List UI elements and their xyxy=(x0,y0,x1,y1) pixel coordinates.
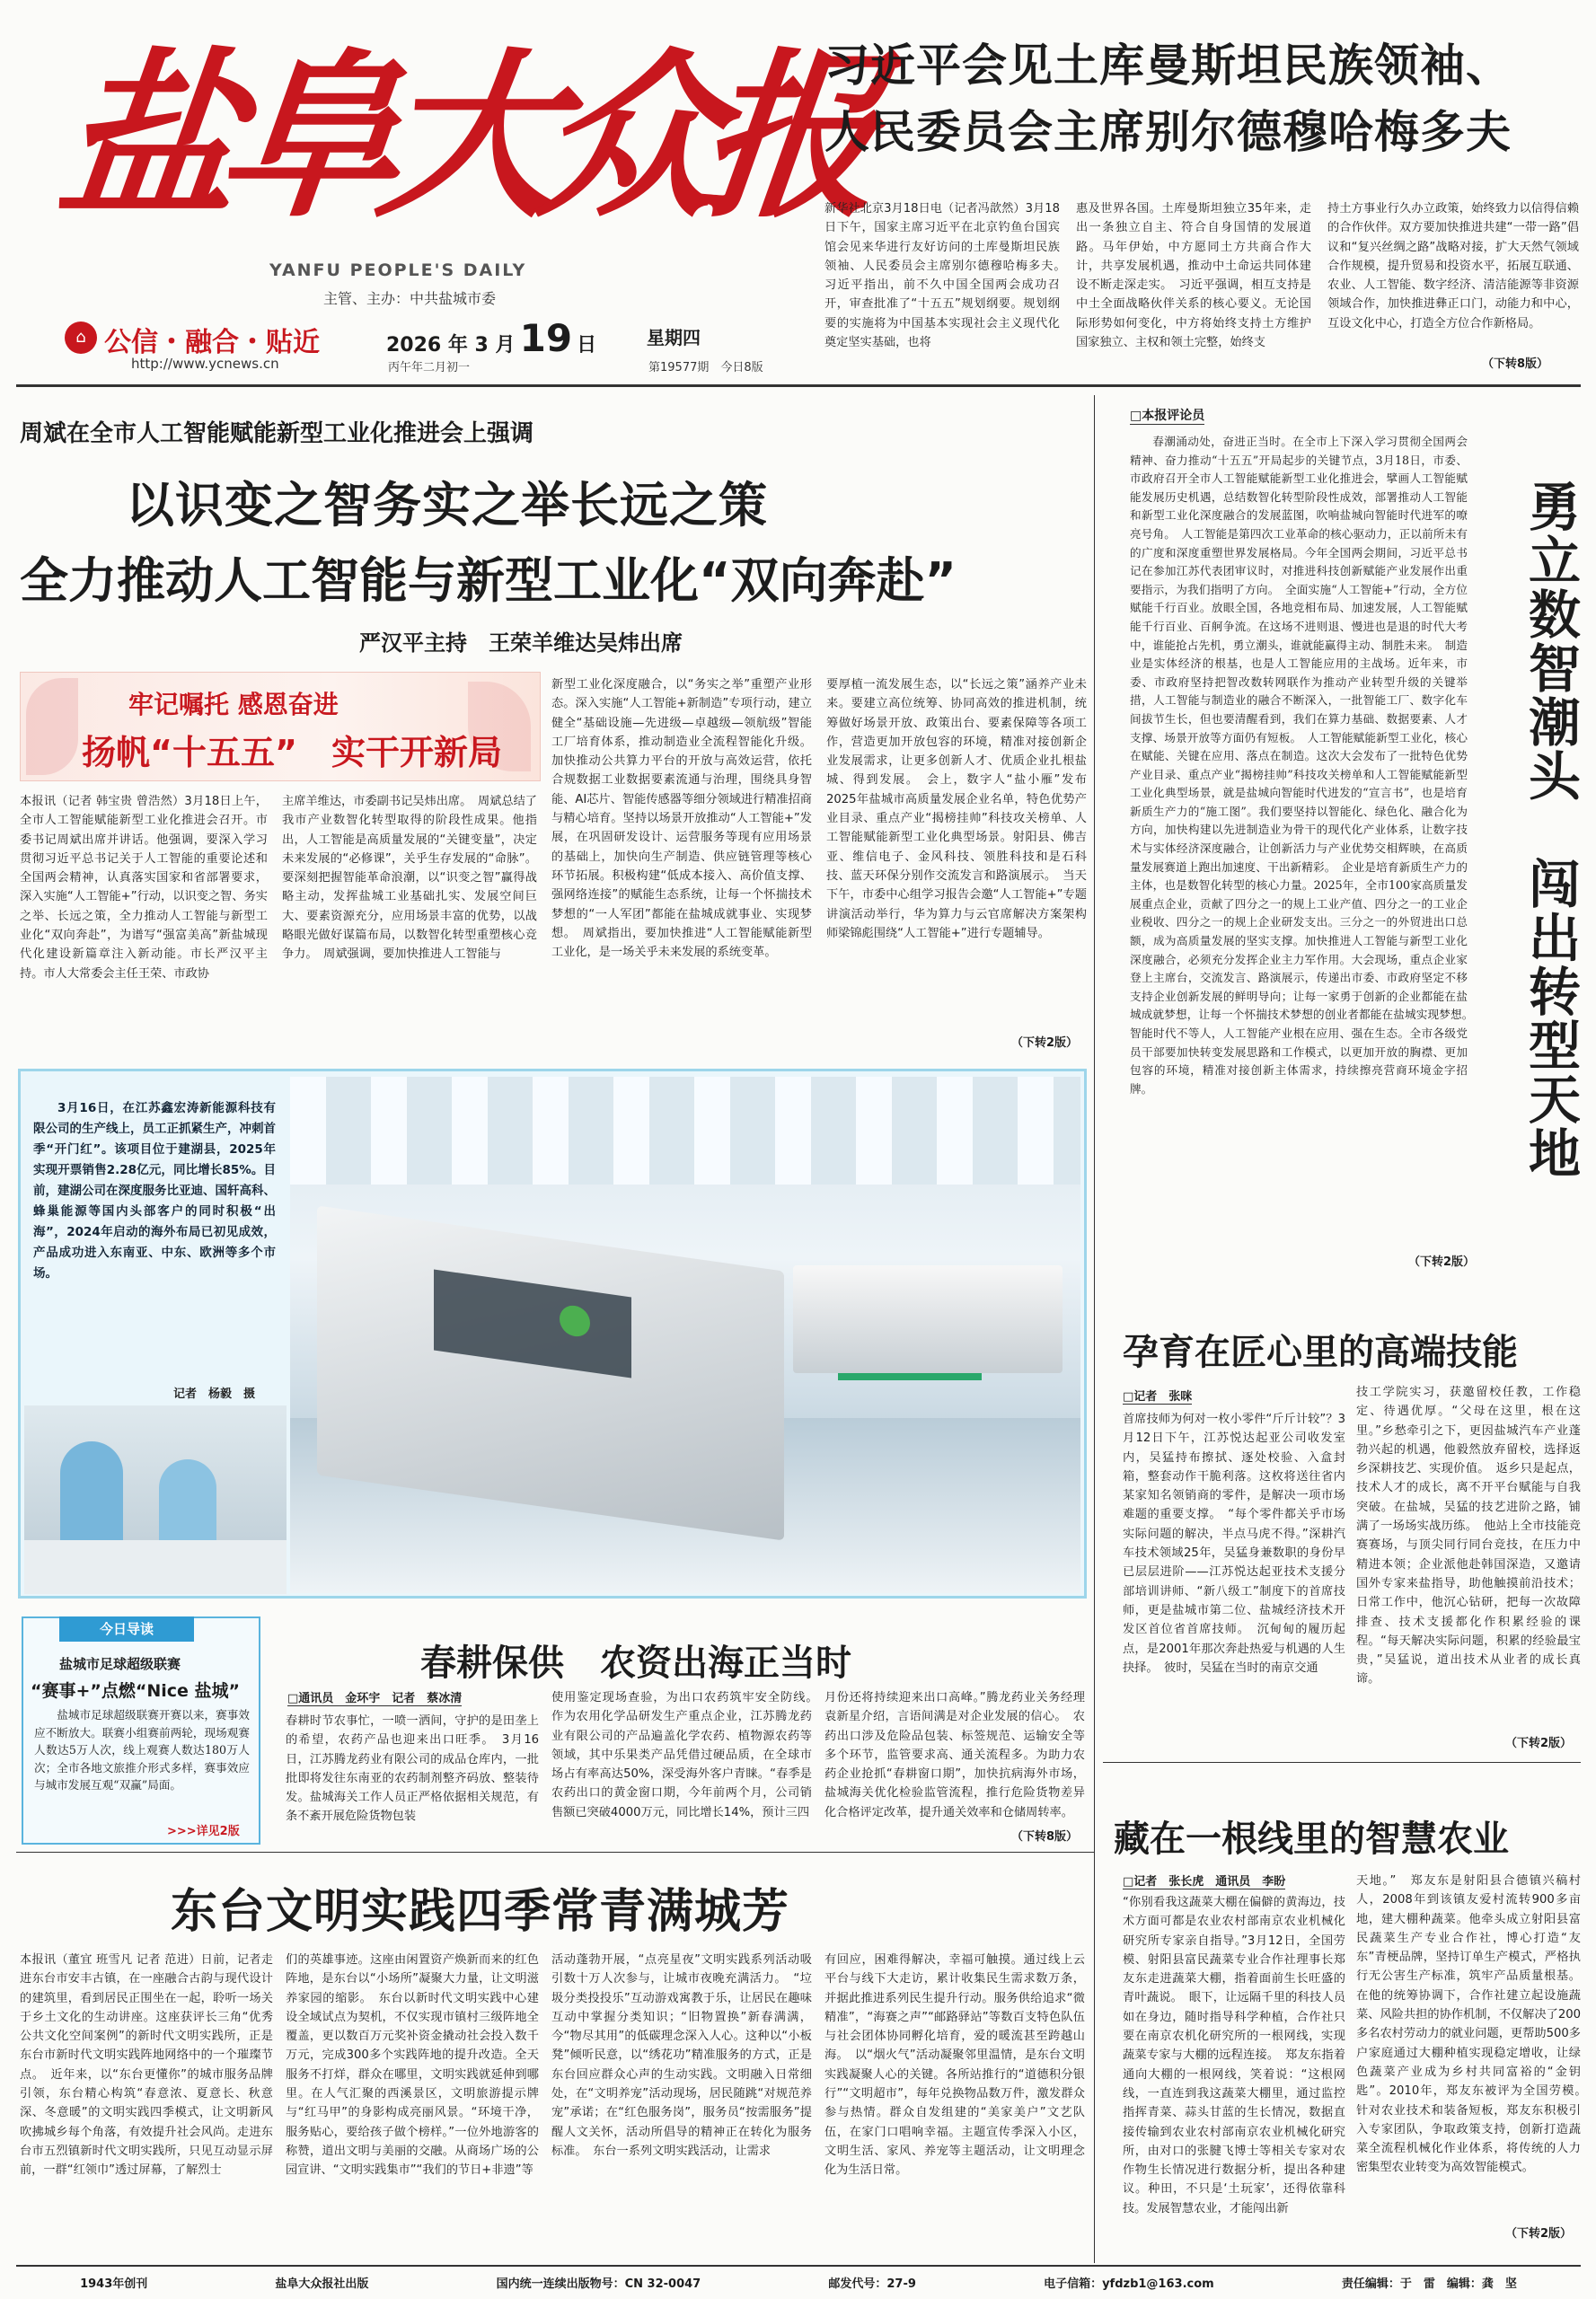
commentary-box xyxy=(1103,402,1581,1300)
machine-row xyxy=(793,1265,1063,1373)
commentary-headline: 勇立数智潮头 闯出转型天地 xyxy=(1520,480,1581,1180)
commentary-continued: （下转2版） xyxy=(1408,1255,1476,1269)
main-headline-line1: 以识变之智务实之举长远之策 xyxy=(126,477,768,533)
main-kicker: 周斌在全市人工智能赋能新型工业化推进会上强调 xyxy=(20,420,534,447)
newspaper-logo: 盐阜大众报 xyxy=(49,31,872,242)
craft-byline: □记者 张咪 xyxy=(1123,1387,1192,1405)
guide-subtitle: 盐城市足球超级联赛 xyxy=(59,1656,181,1672)
english-name: YANFU PEOPLE'S DAILY xyxy=(269,260,527,280)
green-indicator xyxy=(838,1373,982,1380)
bottom-section-divider xyxy=(16,1852,1094,1853)
dongtai-col-2: 们的英雄事迹。这座由闲置资产焕新而来的红色阵地，是东台以“小场所”凝聚大力量，让文明滋养家园的缩影。 东台以新时代文明实践中心建设全域试点为契机，不仅实现市镇村三级阵地全覆盖，更以数百万元奖补资金撬动社会投入数千万元，完成300多个实践阵地的提升改造。全天服务不打烊，群众在哪里，文明实践就延伸到哪里。在人气汇聚的西溪景区，文明旅游提示牌与“红马甲”的身影构成亮丽风景。“环境干净，服务贴心，要给孩子做个榜样。”一位外地游客的称赞，道出文明与美丽的交融。从商场广场的公园宣讲、“文明实践集市”“我们的节日+非遗”等 xyxy=(286,1953,539,2178)
masthead-divider xyxy=(16,384,1581,387)
footer-bar xyxy=(16,2270,1581,2294)
website: http://www.ycnews.cn xyxy=(131,356,279,372)
spring-col-3: 月份还将持续迎来出口高峰。”腾龙药业关务经理袁新星介绍，言语间满是对企业发展的信心。 农药出口涉及危险品包装、标签规范、运输安全等多个环节，监管要求高、通关流程多。为助力农药企业抢抓“春耕窗口期”，加快抗病海外市场，盐城海关优化检验监管流程，推行危险货物差异化合格评定改革，提升通关效率和仓储周转率。 xyxy=(824,1691,1085,1819)
issue-number: 第19577期 今日8版 xyxy=(648,361,763,374)
weekday: 星期四 xyxy=(647,327,701,348)
date-prefix: 2026 年 3 月 xyxy=(386,334,516,357)
agri-byline: □记者 张长虎 通讯员 李盼 xyxy=(1123,1872,1285,1889)
craft-col-1: 首席技师为何对一枚小零件“斤斤计较”？3月12日下午，江苏悦达起亚公司收发室内，吴猛持布擦拭、逐处校验、入盒封箱，整套动作干脆利落。这枚将送往省内某家知名领销商的零件，是解决一项市场难题的重要支撑。 “每个零件都关乎市场实际问题的解决，半点马虎不得。”深耕汽车技术领域25年，吴猛身兼数职的身份早已层层进阶——江苏悦达起亚技术支援分部培训讲师、“新八级工”制度下的首席技师，更是盐城市第二位、盐城经济技术开发区首位省首席技师。 沉甸甸的履历起点，是2001年那次奔赴热爱与机遇的人生抉择。 彼时，吴猛在当时的南京交通 xyxy=(1123,1413,1345,1675)
lead-continued: （下转8版） xyxy=(1482,357,1549,371)
photo-caption-text: 3月16日，在江苏鑫宏涛新能源科技有限公司的生产线上，员工正抓紧生产，冲刺首季“开门红”。该项目位于建湖县，2025年实现开票销售2.28亿元，同比增长85%。目前，建湖公司在深度服务比亚迪、国轩高科、蜂巢能源等国内头部客户的同时积极“出海”，2024年启动的海外布局已初见成效，产品成功进入东南亚、中东、欧洲等多个市场。 xyxy=(33,1101,276,1281)
footer-founded: 1943年创刊 xyxy=(80,2277,148,2291)
agri-col-2: 天地。” 郑友东是射阳县合德镇兴稿村人，2008年到该镇友爱村流转900多亩地，建大棚种蔬菜。他牵头成立射阳县富民蔬菜生产专业合作社，博心打造“友东”青梗品牌，坚持订单生产模式，严格执行无公害生产标准，筑牢产品质量根基。在他的统筹协调下，合作社建立起设施蔬菜、风险共担的协作机制，不仅解决了200多名农村劳动力的就业问题，更帮助500多户家庭通过大棚种植实现稳定增收，让绿色蔬菜产业成为乡村共同富裕的“金钥匙”。2010年，郑友东被评为全国劳模。 针对农业技术和装备短板，郑友东积极引入专家团队，争取政策支持，创新打造蔬菜全流程机械化作业体系，将传统的人力密集型农业转变为高效智能模式。 xyxy=(1356,1874,1593,2175)
date-day: 19 xyxy=(519,316,573,360)
dongtai-col-1: 本报讯（董宜 班雪凡 记者 范进）日前，记者走进东台市安丰古镇，在一座融合古韵与现代设计的建筑里，看到居民正围坐在一起，聆听一场关于乡土文化的生动讲座。这座获评长三角“优秀公共文化空间案例”的新时代文明实践所，正是东台市新时代文明实践阵地网络中的一个璀璨节点。 近年来，以“东台更懂你”的城市服务品牌引领，东台精心构筑“春意浓、夏意长、秋意深、冬意暖”的文明实践四季模式，让文明新风吹拂城乡每个角落，有效提升社会风尚。走进东台市五烈镇新时代文明实践所，只见互动显示屏前，一群“红领巾”透过屏幕，了解烈士 xyxy=(20,1953,273,2178)
footer-rule xyxy=(16,2265,1581,2267)
spring-headline: 春耕保供 农资出海正当时 xyxy=(420,1643,851,1684)
footer-editors: 责任编辑：于 雷 编辑：龚 坚 xyxy=(1341,2277,1517,2291)
banner-line2: 扬帆“十五五” 实干开新局 xyxy=(82,733,502,772)
main-subhead: 严汉平主持 王荣羊维达吴炜出席 xyxy=(359,630,683,656)
spring-continued: （下转8版） xyxy=(1011,1830,1079,1844)
slogan-logo-icon: ⌂ xyxy=(65,322,97,354)
commentary-body xyxy=(1130,433,1479,1241)
lead-headline xyxy=(824,32,1579,165)
footer-publisher: 盐阜大众报社出版 xyxy=(275,2277,369,2291)
agri-headline: 藏在一根线里的智慧农业 xyxy=(1114,1819,1509,1860)
sponsor-line: 主管、主办：中共盐城市委 xyxy=(323,290,497,307)
photo-caption xyxy=(33,1098,276,1368)
craft-col-2: 技工学院实习，获邀留校任教，工作稳定、待遇优厚。“父母在这里，根在这里。”乡愁牵引之下，更因盐城汽车产业蓬勃兴起的机遇，他毅然放弃留校，选择返乡深耕技艺、实现价值。 返乡只是起点，技术人才的成长，离不开平台赋能与自我突破。在盐城，吴猛的技艺进阶之路，铺满了一场场实战历练。 他站上全市技能竞赛赛场，与顶尖同行同台竞技，在压力中精进本领；企业派他赴韩国深造，又邀请国外专家来盐指导，助他触摸前沿技术；日常工作中，他沉心钻研，把每一次故障排查、技术支援都化作积累经验的课程。“每天解决实际问题，积累的经验最宝贵，”吴猛说，道出技术从业者的成长真谛。 xyxy=(1356,1386,1581,1687)
footer-cn: 国内统一连续出版物号：CN 32-0047 xyxy=(496,2277,701,2291)
guide-more-link[interactable]: >>>详见2版 xyxy=(167,1825,240,1838)
lunar-date: 丙午年二月初一 xyxy=(388,361,471,374)
issue-date xyxy=(386,316,596,360)
dongtai-col-3: 活动蓬勃开展，“点亮星夜”文明实践系列活动吸引数十万人次参与，让城市夜晚充满活力。 “垃圾分类投投乐”互动游戏寓教于乐，让居民在趣味互动中掌握分类知识；“旧物置换”新春满满，今“物尽其用”的低碳理念深入人心。这种以“小板凳”倾听民意，以“绣花功”精准服务的方式，正是东台回应群众心声的生动实践。文明融入日常细处，在“文明养宠”活动现场，居民随跳“对规范养宠”承诺；在“红色服务岗”，服务员“按需服务”提醒人文关怀，活动所倡导的精神正在转化为服务标准。 东台一系列文明实践活动，让需求 xyxy=(551,1953,812,2158)
agri-col-1: “你别看我这蔬菜大棚在偏僻的黄海边，技术方面可都是农业农村部南京农业机械化研究所专家亲自指导。”3月12日，全国劳模、射阳县富民蔬菜专业合作社理事长郑友东走进蔬菜大棚，指着面前生长旺盛的青叶蔬说。 眼下，让远隔千里的科技人员如在身边，随时指导科学种植，合作社只要在南京农机化研究所的一根网线，实现蔬菜专家与大棚的远程连接。 郑友东指着通向大棚的一根网线，笑着说：“这根网线，一直连到我这蔬菜大棚里，通过监控指挥青菜、蒜头甘蓝的生长情况，数据直接传输到农业农村部南京农业机械化研究所，由对口的张腱飞博士等相关专家对农作物生长情况进行数据分析，提出各种建议。种田，不只是‘土玩家’，还得依靠科技。发展智慧农业，才能闯出新 xyxy=(1123,1896,1345,2215)
worker-photo xyxy=(24,1405,287,1594)
dongtai-col-4: 有回应，困难得解决，幸福可触摸。通过线上云平台与线下大走访，累计收集民生需求数万条，并据此推进系列民生提升行动。服务供给追求“微精准”，“海赛之声”“邮路驿站”等数百支特色队伍与社会团体协同孵化培育，爱的暖流甚至跨越山海。 以“烟火气”活动凝聚邻里温情，是东台文明实践凝聚人心的关键。各所站推行的“道德积分银行”“文明超市”，每年兑换物品数万件，激发群众参与热情。群众自发组建的“美家美户”文艺队伍，在家门口唱响幸福。主题宣传季深入小区，文明生活、家风、养宠等主题活动，让文明理念化为生活日常。 xyxy=(824,1953,1085,2178)
photo-frame xyxy=(18,1069,1087,1599)
guide-body-text: 盐城市足球超级联赛开赛以来，赛事效应不断放大。联赛小组赛前两轮，现场观赛人数达5万人次，线上观赛人数达180万人次；全市各地文旅推介形式多样，赛事效应与城市发展互观“双赢”局面。 xyxy=(34,1708,250,1793)
guide-body xyxy=(34,1706,250,1812)
footer-email: 电子信箱：yfdzb1@163.com xyxy=(1044,2277,1214,2291)
guide-title: “赛事+”点燃“Nice 盐城” xyxy=(31,1681,241,1701)
spring-col-2: 使用鉴定现场查验，为出口农药筑牢安全防线。 作为农用化学品研发生产重点企业，江苏腾龙药业有限公司的产品遍盖化学农药、植物源农药等领域，其中乐果类产品凭借过硬品质，在全球市场占有率高达50%，深受海外客户青睐。“春季是农药出口的黄金窗口期，今年前两个月，公司销售额已突破4000万元，同比增长14%，预计三四 xyxy=(551,1691,824,1819)
spring-col-1: 春耕时节农事忙，一喷一洒间，守护的是田垄上的希望，农药产品也迎来出口旺季。 3月16日，江苏腾龙药业有限公司的成品仓库内，一批批即将发往东南亚的农药制剂整齐码放、整装待发。盐城海关工作人员正严格依据相关规范，有条不紊开展危险货物包装 xyxy=(286,1714,539,1824)
lead-col-2: 惠及世界各国。土库曼斯坦独立35年来，走出一条独立自主、符合自身国情的发展道路。马年伊始，中方愿同土方共商合作大计，共享发展机遇，推动中土命运共同体建设不断走深走实。 习近平强调，相互支持是中土全面战略伙伴关系的核心要义。无论国际形势如何变化，中方将始终支持土方维护国家独立、主权和领土完整，始终支 xyxy=(1076,202,1311,350)
lead-col-1: 新华社北京3月18日电（记者冯歆然）3月18日下午，国家主席习近平在北京钓鱼台国宾馆会见来华进行友好访问的土库曼斯坦民族领袖、人民委员会主席别尔德穆哈梅多夫。 习近平指出，前不久中国全国两会成功召开，审查批准了“十五五”规划纲要。规划纲要的实施将为中国基本实现社会主义现代化奠定坚实基础，也将 xyxy=(824,202,1072,350)
right-col-divider xyxy=(1094,395,1095,2263)
slogan: 公信・融合・贴近 xyxy=(104,327,320,358)
main-continued: （下转2版） xyxy=(1011,1036,1079,1050)
lead-headline-line1: 习近平会见土库曼斯坦民族领袖、 xyxy=(824,40,1512,92)
main-headline-line2: 全力推动人工智能与新型工业化“双向奔赴” xyxy=(20,552,957,609)
spring-byline: □通讯员 金环宇 记者 蔡冰清 xyxy=(287,1688,462,1706)
main-col-4: 要厚植一流发展生态，以“长远之策”涵养产业未来。要建立高位统筹、协同高效的推进机制，统筹做好场景开放、政策出台、要素保障等各项工作，营造更加开放包容的环境，精准对接创新企业发展需求，让更多创新人才、优质企业扎根盐城、得到发展。 会上，数字人“盐小雁”发布2025年盐城市高质量发展企业名单，特色优势产业目录、重点产业“揭榜挂帅”科技攻关榜单、人工智能赋能新型工业化典型场景。射阳县、佛吉亚、维信电子、金风科技、领胜科技和是石科技、蓝天环保分别作交流发言和路演展示。 当天下午，市委中心组学习报告会邀“人工智能+”专题讲演活动举行，华为算力与云官席解决方案架构师梁锦彪围绕“人工智能+”进行专题辅导。 xyxy=(826,678,1087,940)
dongtai-headline: 东台文明实践四季常青满城芳 xyxy=(171,1885,790,1939)
ceiling-lights xyxy=(290,1077,1080,1185)
main-col-2: 主席羊维达，市委副书记吴炜出席。 周斌总结了我市产业数智化转型取得的阶段性成果。他指出，人工智能是高质量发展的“关键变量”，决定未来发展的“必修课”，关乎生存发展的“命脉”。要深刻把握智能革命浪潮，以“识变之智”赢得战略主动，发挥盐城工业基础扎实、发展空间巨大、要素资源充分，应用场景丰富的优势，以战略眼光做好谋篇布局，以数智化转型重塑核心竞争力。 周斌强调，要加快推进人工智能与 xyxy=(282,795,537,962)
main-col-3: 新型工业化深度融合，以“务实之举”重塑产业形态。深入实施“人工智能+新制造”专项行动，建立健全“基础设施—先进级—卓越级—领航级”智能工厂培育体系，推动制造业全流程智能化升级。加快推动公共算力平台的开放与高效运营，依托合规数据工业数据要素流通与治理，围绕具身智能、AI芯片、智能传感器等细分领域进行精准招商与精心培育。坚持以场景开放推动“人工智能+”发展，在巩固研发设计、运营服务等现有应用场景的基础上，加快向生产制造、供应链管理等核心环节拓展。积极构建“低成本接入、高价值支撑、强网络连接”的赋能生态系统，让每一个怀揣技术梦想的“一人军团”都能在盐城成就事业、实现梦想。 周斌指出，要加快推进“人工智能赋能新型工业化，是一场关乎未来发展的系统变革。 xyxy=(551,678,812,960)
commentary-body-text: 春潮涌动处，奋进正当时。在全市上下深入学习贯彻全国两会精神、奋力推动“十五五”开局起步的关键节点，3月18日，市委、市政府召开全市人工智能赋能新型工业化推进会，擘画人工智能赋能发展历史机遇，总结数智化转型阶段性成效，部署推动人工智能和新型工业化深度融合的发展蓝图，吹响盐城向智能时代进军的嘹亮号角。 人工智能是第四次工业革命的核心驱动力，正以前所未有的广度和深度重塑世界发展格局。今年全国两会期间，习近平总书记在参加江苏代表团审议时，对推进科技创新赋能产业发展作出重要指示，为我们指明了方向。 全面实施“人工智能+”行动，全方位赋能千行百业。放眼全国，各地竞相布局、加速发展，人工智能赋能千行百业、百舸争流。在这场不进则退、慢进也是退的时代大考中，谁能抢占先机，勇立潮头，谁就能赢得主动、制胜未来。 制造业是实体经济的根基，也是人工智能应用的主战场。近年来，市委、市政府坚持把智改数转网联作为推动产业转型升级的关键举措，人工智能与制造业的融合不断深入，一批智能工厂、数字化车间拔节生长，但也要清醒看到，我们在算力基础、数据要素、人才支撑、场景开放等方面仍有短板。 人工智能赋能新型工业化，核心在赋能、关键在应用、落点在制造。这次大会发布了一批特色优势产业目录、重点产业“揭榜挂帅”科技攻关榜单和人工智能赋能新型工业化典型场景，就是盐城向智能时代进发的“宣言书”，也是培育新质生产力的“施工图”。我们要坚持以智能化、绿色化、融合化为方向，加快构建以先进制造业为骨干的现代化产业体系，让数字技术与实体经济深度融合，让创新活力与产业优势交相辉映，在高质量发展赛道上跑出加速度、干出新精彩。 企业是培育新质生产力的主体，也是数智化转型的核心力量。2025年，全市100家高质量发展重点企业，贡献了四分之一的规上工业产值、四分之一的工业企业税收、四分之一的规上企业研发支出。三分之一的外贸进出口总额，成为高质量发展的坚实支撑。加快推进人工智能与新型工业化深度融合，必须充分发挥企业主力军作用。大会现场，重点企业家登上主席台，交流发言、路演展示，传递出市委、市政府坚定不移支持企业创新发展的鲜明导向；让每一家勇于创新的企业都能在盐城成就梦想，让每一个怀揣技术梦想的创业者都能在盐城实现梦想。 智能时代不等人，人工智能产业根在应用、强在生态。全市各级党员干部要加快转变发展思路和工作模式，以更加开放的胸襟、更加包容的环境，精准对接创新主体需求，持续擦亮营商环境金字招牌。 xyxy=(1130,435,1479,1096)
banner-ribbon-icon xyxy=(26,678,78,775)
craft-headline: 孕育在匠心里的高端技能 xyxy=(1123,1332,1518,1373)
main-col-1: 本报讯（记者 韩宝贵 曾浩然）3月18日上午，全市人工智能赋能新型工业化推进会召开。市委书记周斌出席并讲话。他强调，要深入学习贯彻习近平总书记关于人工智能的重要论述和全国两会精神，认真落实国家和省部署要求，深入实施“人工智能+”行动，以识变之智、务实之举、长远之策，全力推动人工智能与新型工业化“双向奔赴”，为谱写“强富美高”新盐城现代化建设新篇章注入新动能。市长严汉平主持。市人大常委会主任王荣、市政协 xyxy=(20,795,268,981)
today-guide-box xyxy=(22,1616,260,1845)
guide-label: 今日导读 xyxy=(59,1616,194,1642)
campaign-banner xyxy=(20,672,541,781)
banner-line1: 牢记嘱托 感恩奋进 xyxy=(128,690,339,719)
photo-credit: 记者 杨毅 摄 xyxy=(173,1387,256,1401)
craft-continued: （下转2版） xyxy=(1505,1737,1573,1750)
workbench xyxy=(24,1540,287,1594)
lead-col-3: 持土方事业行久办立政策，始终致力以信得信赖的合作伙伴。双方要加快推进共建“一带一路”倡议和“复兴丝绸之路”战略对接，扩大天然气领域合作规模，提升贸易和投资水平，拓展互联通、农业、人工智能、数字经济、清洁能源等非资源领域合作，加快推进彝正口门，动能力和中心，互设文化中心，打造全方位合作新格局。 xyxy=(1327,202,1579,330)
lead-headline-line2: 人民委员会主席别尔德穆哈梅多夫 xyxy=(824,106,1512,158)
date-suffix: 日 xyxy=(577,334,597,357)
right-section-divider xyxy=(1103,1762,1581,1763)
agri-continued: （下转2版） xyxy=(1505,2227,1573,2241)
commentary-label: □本报评论员 xyxy=(1130,406,1204,425)
footer-postal: 邮发代号：27-9 xyxy=(828,2277,916,2291)
factory-photo xyxy=(290,1077,1080,1593)
